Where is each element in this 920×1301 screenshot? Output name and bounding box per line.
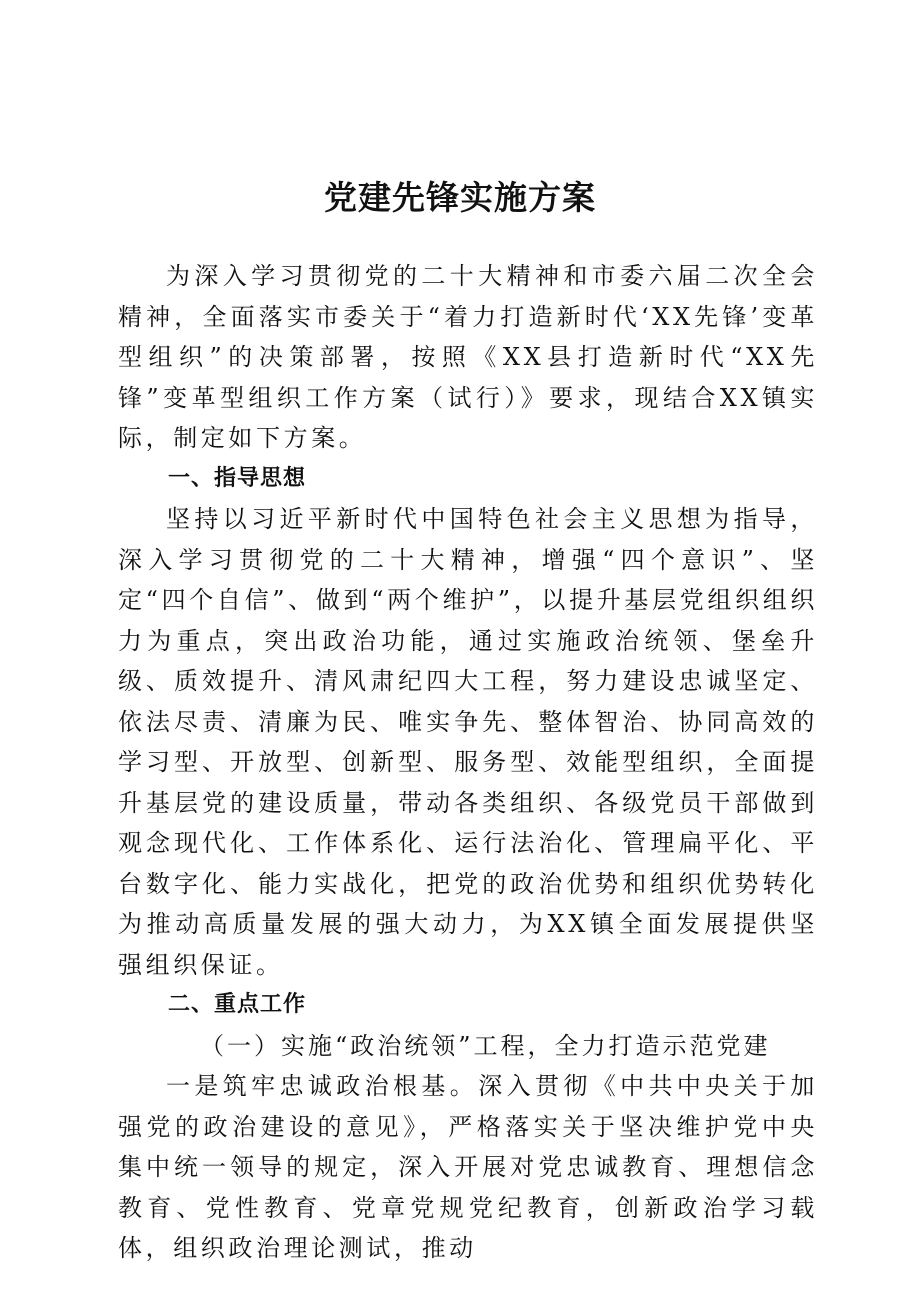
document-title: 党建先锋实施方案	[324, 178, 596, 217]
political-foundation-paragraph: 一是筑牢忠诚政治根基。深入贯彻《中共中央关于加强党的政治建设的意见》，严格落实关于坚决维护党中央集中统一领导的规定，深入开展对党忠诚教育、理想信念教育、党性教育、党章党规党纪教育，创新政治学习载体，组织政治理论测试，推动	[118, 1072, 818, 1262]
section-heading-key-work: 二、重点工作	[168, 992, 307, 1017]
subsection-heading-political-leadership: （一）实施“政治统领”工程，全力打造示范党建	[200, 1031, 771, 1060]
intro-paragraph: 为深入学习贯彻党的二十大精神和市委六届二次全会精神，全面落实市委关于“着力打造新时代‘XX先锋’变革型组织”的决策部署，按照《XX县打造新时代“XX先锋”变革型组织工作方案（试行）》要求，现结合XX镇实际，制定如下方案。	[118, 262, 818, 452]
guiding-ideology-paragraph: 坚持以习近平新时代中国特色社会主义思想为指导，深入学习贯彻党的二十大精神，增强“四个意识”、坚定“四个自信”、做到“两个维护”，以提升基层党组织组织力为重点，突出政治功能，通过实施政治统领、堡垒升级、质效提升、清风肃纪四大工程，努力建设忠诚坚定、依法尽责、清廉为民、唯实争先、整体智治、协同高效的学习型、开放型、创新型、服务型、效能型组织，全面提升基层党的建设质量，带动各类组织、各级党员干部做到观念现代化、工作体系化、运行法治化、管理扁平化、平台数字化、能力实战化，把党的政治优势和组织优势转化为推动高质量发展的强大动力，为XX镇全面发展提供坚强组织保证。	[118, 505, 818, 979]
document-body	[118, 256, 818, 1269]
section-heading-guiding-ideology: 一、指导思想	[168, 465, 307, 491]
